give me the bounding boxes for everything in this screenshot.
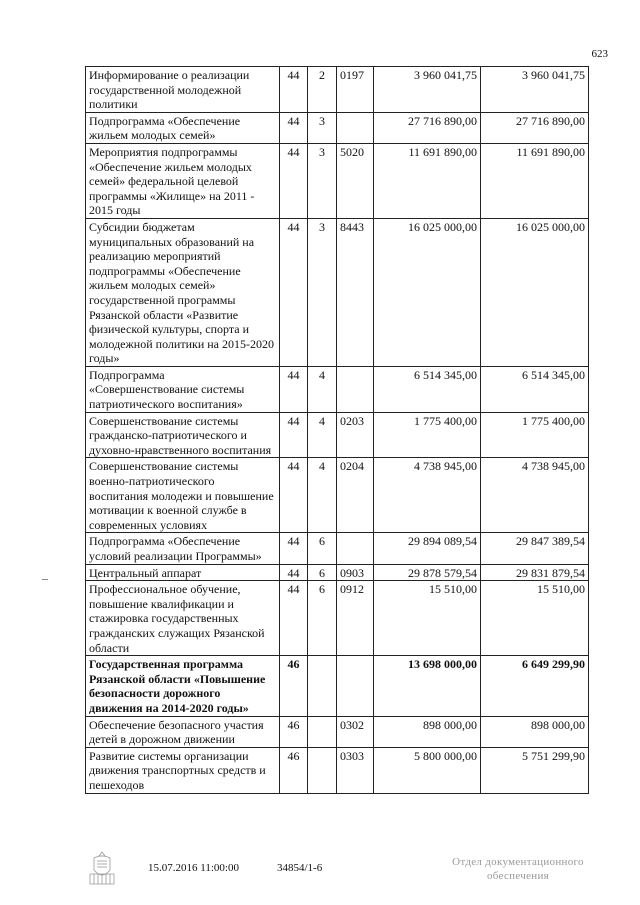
table-row xyxy=(86,533,589,564)
table-row xyxy=(86,581,589,656)
cell-pr xyxy=(337,656,374,716)
table-row xyxy=(86,112,589,143)
cell-sum2: 898 000,00 xyxy=(481,716,589,747)
cell-rz: 6 xyxy=(308,581,337,656)
table-row xyxy=(86,458,589,533)
cell-sum1: 1 775 400,00 xyxy=(374,412,481,458)
cell-rz xyxy=(308,716,337,747)
table-row xyxy=(86,716,589,747)
cell-gr: 46 xyxy=(280,716,308,747)
table-row xyxy=(86,366,589,412)
coat-of-arms-icon xyxy=(85,850,119,891)
cell-pr: 0903 xyxy=(337,564,374,581)
cell-rz: 3 xyxy=(308,218,337,366)
cell-rz: 4 xyxy=(308,412,337,458)
cell-pr xyxy=(337,112,374,143)
stamp-line-1: Отдел документационного xyxy=(452,856,584,868)
cell-sum1: 5 800 000,00 xyxy=(374,747,481,793)
cell-gr: 44 xyxy=(280,564,308,581)
page-number: 623 xyxy=(591,48,608,60)
cell-pr: 0303 xyxy=(337,747,374,793)
cell-name: Центральный аппарат xyxy=(86,564,280,581)
cell-rz: 3 xyxy=(308,112,337,143)
cell-pr: 0197 xyxy=(337,67,374,113)
cell-gr: 44 xyxy=(280,458,308,533)
cell-rz xyxy=(308,656,337,716)
cell-sum1: 13 698 000,00 xyxy=(374,656,481,716)
cell-gr: 46 xyxy=(280,656,308,716)
cell-gr: 46 xyxy=(280,747,308,793)
table-row xyxy=(86,218,589,366)
table-row xyxy=(86,143,589,218)
cell-sum1: 3 960 041,75 xyxy=(374,67,481,113)
cell-sum1: 16 025 000,00 xyxy=(374,218,481,366)
cell-sum1: 27 716 890,00 xyxy=(374,112,481,143)
cell-rz: 6 xyxy=(308,564,337,581)
cell-name: Обеспечение безопасного участия детей в дорожном движении xyxy=(86,716,280,747)
cell-rz: 2 xyxy=(308,67,337,113)
cell-sum2: 29 847 389,54 xyxy=(481,533,589,564)
cell-name: Развитие системы организации движения транспортных средств и пешеходов xyxy=(86,747,280,793)
cell-gr: 44 xyxy=(280,112,308,143)
table-row xyxy=(86,747,589,793)
cell-name: Профессиональное обучение, повышение квалификации и стажировка государственных гражданских служащих Рязанской области xyxy=(86,581,280,656)
cell-pr: 0203 xyxy=(337,412,374,458)
footer-date: 15.07.2016 11:00:00 xyxy=(148,862,239,874)
cell-gr: 44 xyxy=(280,67,308,113)
cell-sum2: 15 510,00 xyxy=(481,581,589,656)
cell-gr: 44 xyxy=(280,143,308,218)
cell-sum2: 4 738 945,00 xyxy=(481,458,589,533)
cell-name: Субсидии бюджетам муниципальных образований на реализацию мероприятий подпрограммы «Обеспечение жильем молодых семей» государственной программы Рязанской области «Развитие физической культуры, спорта и молодежной политики на 2015-2020 годы» xyxy=(86,218,280,366)
cell-pr xyxy=(337,366,374,412)
cell-rz: 4 xyxy=(308,458,337,533)
cell-name: Информирование о реализации государственной молодежной политики xyxy=(86,67,280,113)
cell-sum1: 898 000,00 xyxy=(374,716,481,747)
cell-sum2: 1 775 400,00 xyxy=(481,412,589,458)
cell-gr: 44 xyxy=(280,366,308,412)
cell-sum2: 3 960 041,75 xyxy=(481,67,589,113)
cell-rz: 3 xyxy=(308,143,337,218)
footer-doc-number: 34854/1-6 xyxy=(277,862,323,874)
cell-sum2: 6 514 345,00 xyxy=(481,366,589,412)
cell-name: Подпрограмма «Обеспечение жильем молодых семей» xyxy=(86,112,280,143)
cell-sum1: 15 510,00 xyxy=(374,581,481,656)
cell-sum1: 29 894 089,54 xyxy=(374,533,481,564)
cell-pr: 0302 xyxy=(337,716,374,747)
cell-pr: 0912 xyxy=(337,581,374,656)
cell-name: Государственная программа Рязанской области «Повышение безопасности дорожного движения на 2014-2020 годы» xyxy=(86,656,280,716)
cell-name: Мероприятия подпрограммы «Обеспечение жильем молодых семей» федеральной целевой программы «Жилище» на 2011 - 2015 годы xyxy=(86,143,280,218)
table-row xyxy=(86,412,589,458)
cell-pr: 5020 xyxy=(337,143,374,218)
cell-gr: 44 xyxy=(280,218,308,366)
department-stamp xyxy=(448,855,588,883)
stamp-line-2: обеспечения xyxy=(486,870,550,882)
cell-sum2: 29 831 879,54 xyxy=(481,564,589,581)
cell-name: Совершенствование системы гражданско-патриотического и духовно-нравственного воспитания xyxy=(86,412,280,458)
cell-rz: 4 xyxy=(308,366,337,412)
cell-gr: 44 xyxy=(280,533,308,564)
table-row xyxy=(86,67,589,113)
cell-sum1: 6 514 345,00 xyxy=(374,366,481,412)
margin-mark xyxy=(42,579,48,580)
cell-pr: 8443 xyxy=(337,218,374,366)
cell-sum2: 6 649 299,90 xyxy=(481,656,589,716)
cell-gr: 44 xyxy=(280,412,308,458)
table-row xyxy=(86,656,589,716)
cell-name: Подпрограмма «Совершенствование системы патриотического воспитания» xyxy=(86,366,280,412)
cell-name: Подпрограмма «Обеспечение условий реализации Программы» xyxy=(86,533,280,564)
cell-name: Совершенствование системы военно-патриотического воспитания молодежи и повышение мотивации к военной службе в современных условиях xyxy=(86,458,280,533)
cell-rz xyxy=(308,747,337,793)
cell-pr xyxy=(337,533,374,564)
cell-sum2: 11 691 890,00 xyxy=(481,143,589,218)
cell-pr: 0204 xyxy=(337,458,374,533)
cell-sum2: 27 716 890,00 xyxy=(481,112,589,143)
cell-sum1: 29 878 579,54 xyxy=(374,564,481,581)
cell-sum2: 5 751 299,90 xyxy=(481,747,589,793)
cell-sum2: 16 025 000,00 xyxy=(481,218,589,366)
cell-sum1: 4 738 945,00 xyxy=(374,458,481,533)
budget-table xyxy=(85,66,589,794)
table-row xyxy=(86,564,589,581)
cell-gr: 44 xyxy=(280,581,308,656)
cell-rz: 6 xyxy=(308,533,337,564)
cell-sum1: 11 691 890,00 xyxy=(374,143,481,218)
